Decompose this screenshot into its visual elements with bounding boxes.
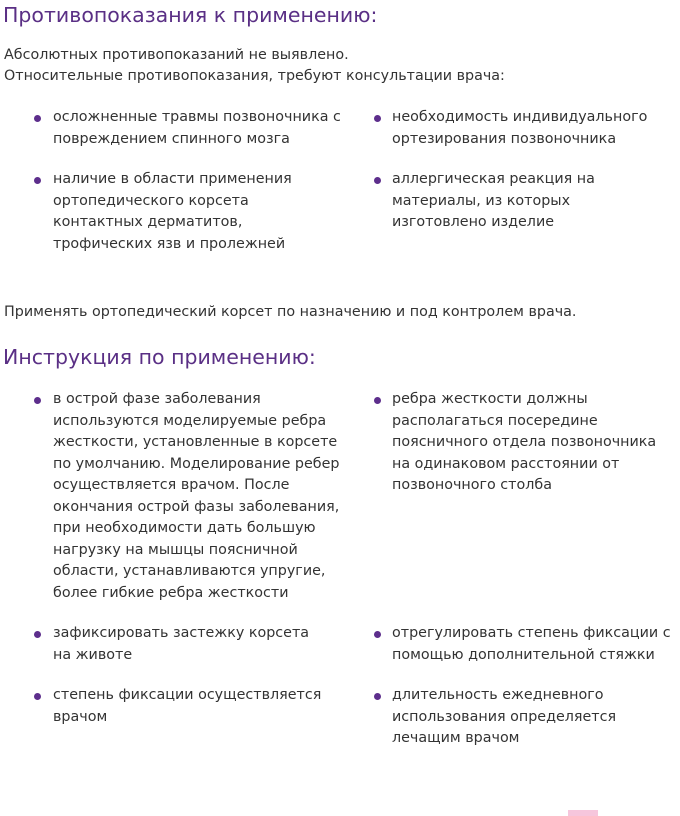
absolute-contraindications-text: Абсолютных противопоказаний не выявлено. <box>4 47 349 63</box>
list-item <box>0 685 339 750</box>
list-item <box>339 389 680 604</box>
decorative-underline <box>568 810 598 816</box>
contraindications-heading: Противопоказания к применению: <box>3 3 378 27</box>
list-item-text: ребра жесткости должны располагаться посередине поясничного отдела позвоночника на одинаковом расстоянии от позвоночного столба <box>392 391 657 493</box>
bullet-icon <box>34 115 41 122</box>
list-item <box>339 169 680 255</box>
bullet-icon <box>374 397 381 404</box>
list-item-text: степень фиксации осуществляется врачом <box>53 687 322 725</box>
relative-contraindications-text: Относительные противопоказания, требуют консультации врача: <box>4 68 505 84</box>
list-item <box>0 169 339 255</box>
contraindications-list <box>0 107 680 274</box>
list-item-text: наличие в области применения ортопедического корсета контактных дерматитов, трофических язв и пролежней <box>53 171 292 252</box>
list-item <box>0 107 339 150</box>
list-item-text: отрегулировать степень фиксации с помощью дополнительной стяжки <box>392 625 671 663</box>
list-item <box>339 623 680 666</box>
bullet-icon <box>374 115 381 122</box>
list-item <box>339 685 680 750</box>
list-item-text: аллергическая реакция на материалы, из которых изготовлено изделие <box>392 171 595 230</box>
list-item-text: в острой фазе заболевания используются моделируемые ребра жесткости, установленные в корсете по умолчанию. Моделирование ребер осуществляется врачом. После окончания острой фазы заболевания, при необходимости дать большую нагрузку на мышцы поясничной области, устанавливаются упругие, более гибкие ребра жесткости <box>53 391 340 601</box>
bullet-icon <box>374 177 381 184</box>
list-item-text: длительность ежедневного использования определяется лечащим врачом <box>392 687 617 746</box>
bullet-icon <box>374 693 381 700</box>
list-item <box>0 623 339 666</box>
bullet-icon <box>34 397 41 404</box>
bullet-icon <box>34 177 41 184</box>
usage-note: Применять ортопедический корсет по назначению и под контролем врача. <box>4 304 577 320</box>
bullet-icon <box>34 693 41 700</box>
instructions-list <box>0 389 680 769</box>
list-item-text: осложненные травмы позвоночника с повреждением спинного мозга <box>53 109 341 147</box>
list-item-text: зафиксировать застежку корсета на животе <box>53 625 310 663</box>
instructions-heading: Инструкция по применению: <box>3 345 316 369</box>
list-item-text: необходимость индивидуального ортезирования позвоночника <box>392 109 648 147</box>
list-item <box>339 107 680 150</box>
bullet-icon <box>34 631 41 638</box>
list-item <box>0 389 339 604</box>
bullet-icon <box>374 631 381 638</box>
